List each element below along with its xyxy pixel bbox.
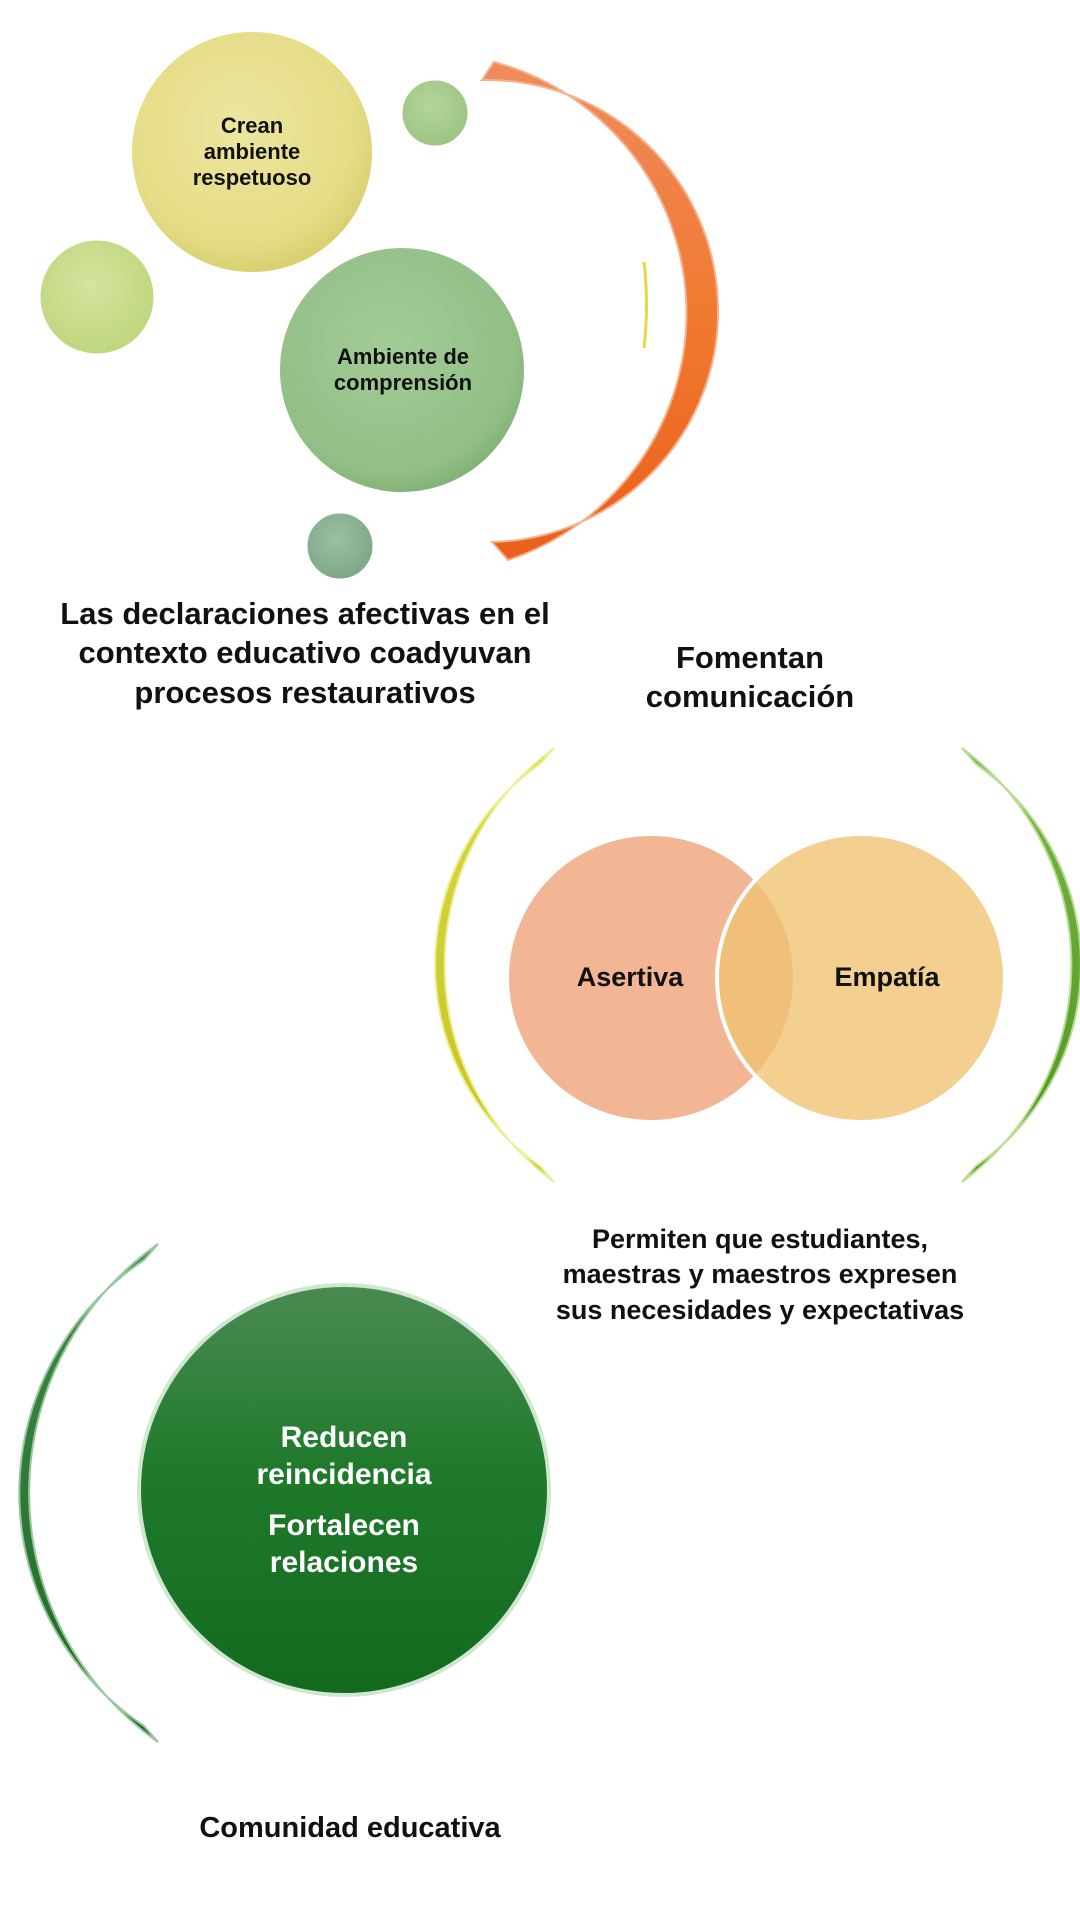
venn-label-asertiva: Asertiva [576,962,684,993]
communication-caption: Permiten que estudiantes, maestras y maestros expresen sus necesidades y expectativas [555,1224,965,1325]
decor-bubble-teal [306,512,374,580]
venn-label-empatia: Empatía [834,962,940,993]
circle-understanding-label: Ambiente de comprensión [333,344,473,395]
yellow-arc-sliver [644,262,647,348]
decor-bubble-small-green [401,79,469,147]
community-label: Comunidad educativa [199,1811,501,1844]
circle-respect-label: Crean ambiente respetuoso [192,113,312,190]
community-outcome-strengthen: Fortalecen relaciones [268,1508,420,1579]
community-outcome-reduce: Reducen reincidencia [256,1420,432,1491]
section-heading-communication: Fomentan comunicación [645,639,855,714]
decor-bubble-lime [39,239,155,355]
orange-bracket-arc [482,62,718,560]
diagram-title: Las declaraciones afectivas en el contexto educativo coadyuvan procesos restaurativos [60,595,550,710]
